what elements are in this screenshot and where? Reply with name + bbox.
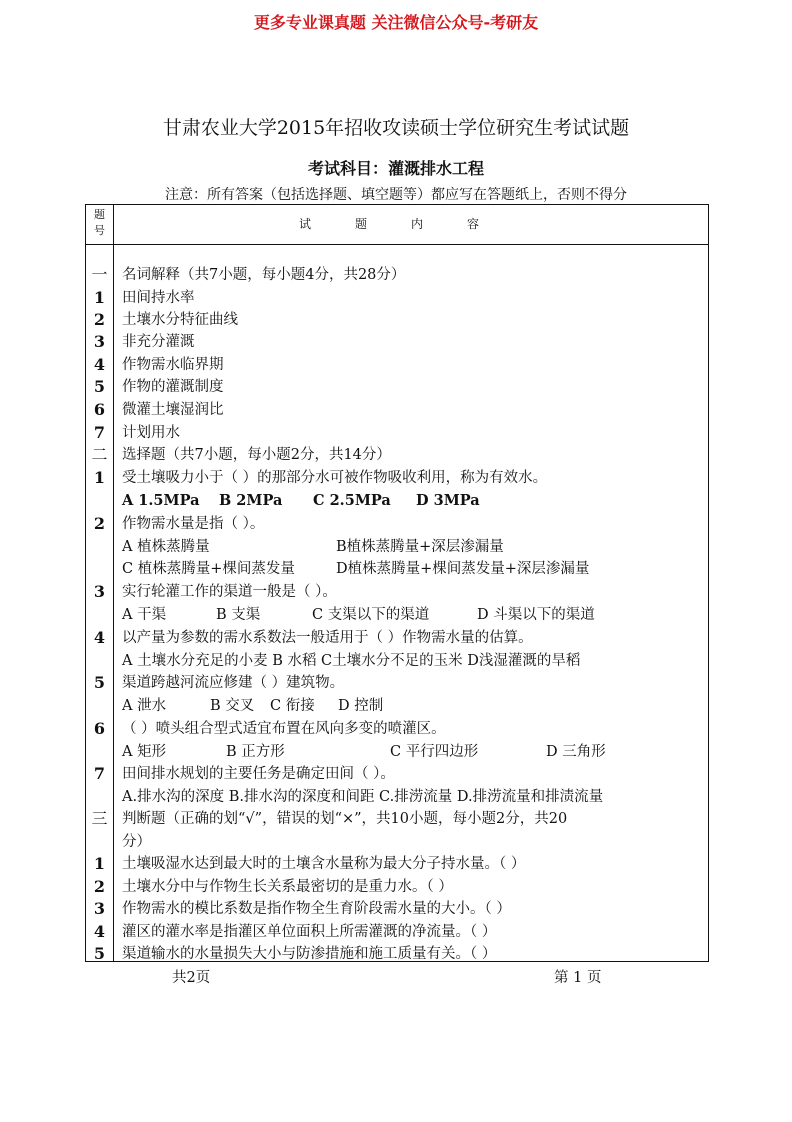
item-number: 2 [93,514,106,533]
options-row [86,786,708,808]
option-c: C 植株蒸腾量+棵间蒸发量 [122,561,295,577]
question-text: 田间排水规划的主要任务是确定田间（ ）。 [122,766,395,782]
options-row [86,741,708,763]
question-text: 渠道跨越河流应修建（ ）建筑物。 [122,675,345,691]
list-item [86,287,708,309]
option-c: C 支渠以下的渠道 [312,607,430,623]
options-row [86,536,708,558]
question-row [86,513,708,535]
list-item [86,354,708,376]
option-c: C 衔接 [270,698,315,714]
question-text: 受土壤吸力小于（ ）的那部分水可被作物吸收利用，称为有效水。 [122,470,548,486]
item-text: 作物的灌溉制度 [122,379,224,395]
list-item [86,422,708,444]
page-total: 共2页 [172,970,211,986]
exam-notice: 注意：所有答案（包括选择题、填空题等）都应写在答题纸上，否则不得分 [165,187,627,203]
section-2-header [86,444,708,466]
list-item [86,898,708,920]
page-number: 第 1 页 [554,970,602,986]
item-text: 作物需水临界期 [122,357,224,373]
item-number: 4 [93,355,106,374]
item-number: 7 [93,764,106,783]
question-text: 以产量为参数的需水系数法一般适用于（ ）作物需水量的估算。 [122,630,533,646]
exam-subject: 考试科目：灌溉排水工程 [307,159,484,178]
options-row [86,695,708,717]
header-number [86,207,113,239]
options-text: A.排水沟的深度 B.排水沟的深度和间距 C.排涝流量 D.排涝流量和排渍流量 [122,789,604,805]
item-text: 土壤水分中与作物生长关系最密切的是重力水。（ ） [122,879,453,895]
item-number: 3 [93,899,106,918]
question-row [86,718,708,740]
item-number: 4 [93,628,106,647]
item-text: 计划用水 [122,425,180,441]
list-item [86,876,708,898]
question-row [86,581,708,603]
item-text: 作物需水的模比系数是指作物全生育阶段需水量的大小。（ ） [122,901,511,917]
section-number: 一 [91,265,108,284]
item-number: 1 [93,854,106,873]
option-a: A 1.5MPa [122,492,200,509]
section-1-header [86,264,708,286]
item-number: 2 [93,877,106,896]
item-number: 7 [93,423,106,442]
list-item [86,943,708,965]
option-c: C 2.5MPa [313,492,391,509]
header-divider [86,244,708,245]
item-number: 3 [93,582,106,601]
question-row [86,467,708,489]
item-number: 5 [93,377,106,396]
options-row [86,490,708,512]
item-text: 渠道输水的水量损失大小与防渗措施和施工质量有关。（ ） [122,946,497,962]
list-item [86,853,708,875]
item-number: 6 [93,400,106,419]
option-d: D植株蒸腾量+棵间蒸发量+深层渗漏量 [336,561,590,577]
section-title: 名词解释（共7小题，每小题4分，共28分） [122,267,406,283]
section-3-header [86,808,708,830]
question-text: （ ）喷头组合型式适宜布置在风向多变的喷灌区。 [122,721,446,737]
item-number: 4 [93,922,106,941]
list-item [86,921,708,943]
options-row [86,650,708,672]
option-a: A 干渠 [122,607,167,623]
list-item [86,309,708,331]
option-d: D 斗渠以下的渠道 [477,607,595,623]
item-text: 非充分灌溉 [122,334,195,350]
list-item [86,331,708,353]
options-text: A 土壤水分充足的小麦 B 水稻 C土壤水分不足的玉米 D浅湿灌溉的旱稻 [122,653,581,669]
option-a: A 矩形 [122,744,167,760]
question-text: 实行轮灌工作的渠道一般是（ ）。 [122,584,337,600]
section-number: 三 [91,809,108,828]
item-text: 微灌土壤湿润比 [122,402,224,418]
option-b: B 支渠 [216,607,261,623]
item-text: 灌区的灌水率是指灌区单位面积上所需灌溉的净流量。（ ） [122,924,497,940]
question-row [86,763,708,785]
section-title: 选择题（共7小题，每小题2分，共14分） [122,447,391,463]
header-number-text: 题号 [94,208,105,237]
option-a: A 泄水 [122,698,167,714]
item-text: 田间持水率 [122,290,195,306]
options-row [86,558,708,580]
option-c: C 平行四边形 [390,744,479,760]
option-a: A 植株蒸腾量 [122,539,210,555]
section-number: 二 [91,445,108,464]
item-number: 5 [93,944,106,963]
item-number: 2 [93,310,106,329]
item-text: 土壤吸湿水达到最大时的土壤含水量称为最大分子持水量。（ ） [122,856,526,872]
option-b: B 交叉 [210,698,255,714]
question-text: 作物需水量是指（ ）。 [122,516,265,532]
options-row [86,604,708,626]
list-item [86,376,708,398]
item-number: 3 [93,332,106,351]
promo-banner: 更多专业课真题 关注微信公众号-考研友 [253,13,539,32]
section-title-continuation [86,831,708,853]
question-table [85,204,709,962]
option-d: D 三角形 [546,744,606,760]
item-text: 土壤水分特征曲线 [122,312,238,328]
section-title: 判断题（正确的划“√”，错误的划“×”，共10小题，每小题2分，共20 [122,811,568,827]
option-b: B 正方形 [226,744,285,760]
section-title-end: 分） [122,834,151,850]
question-row [86,627,708,649]
option-d: D 控制 [338,698,384,714]
list-item [86,399,708,421]
item-number: 6 [93,719,106,738]
item-number: 1 [93,468,106,487]
item-number: 5 [93,673,106,692]
option-b: B 2MPa [219,492,283,509]
option-d: D 3MPa [416,492,480,509]
item-number: 1 [93,288,106,307]
option-b: B植株蒸腾量+深层渗漏量 [336,539,504,555]
question-row [86,672,708,694]
header-content: 试题内容 [298,217,523,231]
exam-title: 甘肃农业大学2015年招收攻读硕士学位研究生考试试题 [162,117,630,139]
